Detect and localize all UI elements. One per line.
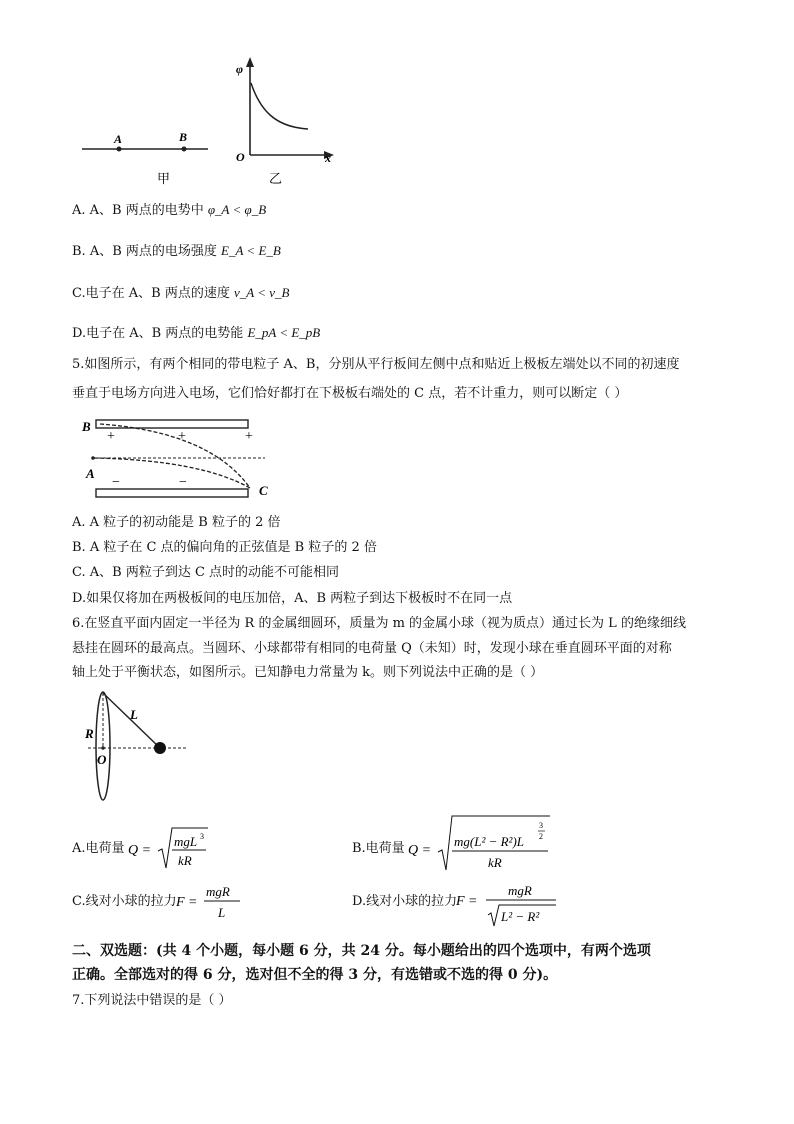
numerator: mgR <box>206 884 230 899</box>
label-b: B <box>179 130 188 144</box>
q4-option-c <box>72 284 289 303</box>
exponent-num: 3 <box>539 821 543 830</box>
formula-f-equals: F = <box>456 894 478 909</box>
label-c: C <box>259 483 268 498</box>
q7-stem: 7.下列说法中错误的是（ ） <box>72 993 232 1008</box>
label-a-particle: A <box>86 466 95 481</box>
q6-stem-line-2: 悬挂在圆环的最高点。当圆环、小球都带有相同的电荷量 Q（未知）时，发现小球在垂直圆环平面的对称 <box>72 641 672 656</box>
q6-option-d-text: D.线对小球的拉力 <box>352 894 458 909</box>
q6-option-c <box>72 893 177 911</box>
q4-option-b <box>72 242 281 261</box>
q4-option-d-math: E_pA < E_pB <box>247 325 321 340</box>
q6-ring-figure <box>78 690 208 810</box>
denominator: L² − R² <box>501 909 540 924</box>
label-jia: 甲 <box>157 171 171 186</box>
figure-jia-yi <box>70 55 360 190</box>
y-arrow <box>246 57 254 67</box>
q4-option-c-text: C.电子在 A、B 两点的速度 <box>72 286 234 301</box>
ball <box>154 742 166 754</box>
denominator: kR <box>178 853 192 868</box>
q6-option-c-math <box>176 880 256 924</box>
q5-option-d: D.如果仅将加在两极板间的电压加倍，A、B 两粒子到达下极板时不在同一点 <box>72 591 513 606</box>
q6-option-b-text: B.电荷量 <box>352 841 405 856</box>
formula-q-equals: Q = <box>128 843 152 858</box>
numerator: mg(L² − R²)L <box>454 834 525 849</box>
minus-sign: − <box>112 475 120 490</box>
axis-o: O <box>236 150 245 164</box>
label-r: R <box>85 726 94 741</box>
q6-option-c-math-text: F = mgR/L <box>176 880 181 881</box>
formula-q-equals: Q = <box>408 843 432 858</box>
q6-option-b-math <box>408 812 558 874</box>
plus-sign: + <box>245 429 253 444</box>
section2-title-line-2: 正确。全部选对的得 6 分，选对但不全的得 3 分，有选错或不选的得 0 分)。 <box>72 967 558 983</box>
q5-stem-line-1: 5.如图所示，有两个相同的带电粒子 A、B，分别从平行板间左侧中点和贴近上极板左端处以不同的初速度 <box>72 357 680 372</box>
exponent-den: 2 <box>539 832 543 841</box>
q4-option-a <box>72 201 266 220</box>
q6-option-d <box>352 893 457 911</box>
q5-option-a: A. A 粒子的初动能是 B 粒子的 2 倍 <box>72 515 281 530</box>
q4-option-a-math: φ_A < φ_B <box>207 202 267 217</box>
q4-option-c-math: v_A < v_B <box>233 285 290 300</box>
plus-sign: + <box>107 429 115 444</box>
q4-option-d <box>72 324 320 343</box>
label-l: L <box>130 707 138 722</box>
label-a: A <box>114 132 123 146</box>
point-a <box>117 147 122 152</box>
numerator: mgR <box>508 883 532 898</box>
axis-phi: φ <box>236 62 244 76</box>
q6-option-a-math <box>128 824 218 874</box>
q6-stem-line-1: 6.在竖直平面内固定一半径为 R 的金属细圆环，质量为 m 的金属小球（视为质点）通过长为 L 的绝缘细线 <box>72 616 686 631</box>
q6-option-a <box>72 840 125 858</box>
q4-option-b-math: E_A < E_B <box>221 243 281 258</box>
denominator: L <box>218 905 226 920</box>
q4-option-d-text: D.电子在 A、B 两点的电势能 <box>72 326 248 341</box>
q6-option-c-text: C.线对小球的拉力 <box>72 894 177 909</box>
q5-plates-figure <box>80 414 280 504</box>
numerator: mgL <box>174 834 198 849</box>
upper-plate <box>96 420 248 428</box>
q5-option-b: B. A 粒子在 C 点的偏向角的正弦值是 B 粒子的 2 倍 <box>72 540 377 555</box>
q6-option-a-math-text: Q = √(mgL³/kR) <box>128 824 135 825</box>
label-b-plate: B <box>82 419 91 434</box>
q6-option-a-text: A.电荷量 <box>72 841 125 856</box>
plus-sign: + <box>178 429 186 444</box>
denominator: kR <box>488 855 502 870</box>
phi-curve <box>251 83 308 129</box>
q6-option-d-math-text: F = mgR/√(L² − R²) <box>456 878 464 879</box>
minus-sign: − <box>179 475 187 490</box>
q6-stem-line-3: 轴上处于平衡状态，如图所示。已知静电力常量为 k。则下列说法中正确的是（ ） <box>72 665 544 680</box>
label-o: O <box>97 752 107 767</box>
q5-option-c: C. A、B 两粒子到达 C 点时的动能不可能相同 <box>72 565 340 580</box>
point-b <box>182 147 187 152</box>
label-yi: 乙 <box>269 171 283 186</box>
q6-option-b <box>352 840 405 858</box>
q6-option-d-math <box>456 878 566 930</box>
q5-stem-line-2: 垂直于电场方向进入电场，它们恰好都打在下极板右端处的 C 点，若不计重力，则可以断定（ ） <box>72 386 628 401</box>
formula-f-equals: F = <box>176 895 198 910</box>
section2-title-line-1: 二、双选题：(共 4 个小题，每小题 6 分，共 24 分。每小题给出的四个选项中，有两个选项 <box>72 943 651 959</box>
center-o <box>101 746 105 750</box>
lower-plate <box>96 489 248 497</box>
exponent: 3 <box>200 832 204 841</box>
q4-option-b-text: B. A、B 两点的电场强度 <box>72 244 222 259</box>
q4-option-a-text: A. A、B 两点的电势中 <box>72 203 208 218</box>
axis-x: x <box>325 151 331 165</box>
q6-option-b-math-text: Q = √(mg(L² − R²)^(3/2)/kR) <box>408 812 420 813</box>
